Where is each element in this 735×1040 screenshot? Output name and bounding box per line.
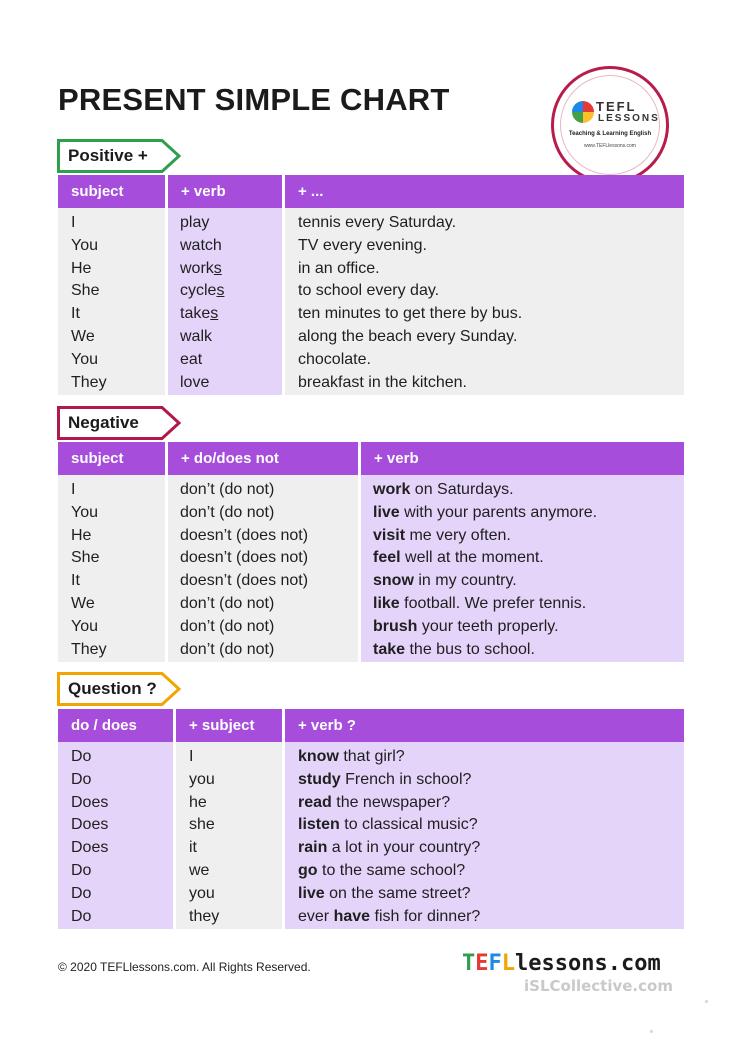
auxiliary-cell: Do <box>71 907 92 925</box>
verb-cell <box>373 479 514 502</box>
globe-icon <box>572 101 594 123</box>
table-row <box>58 547 684 570</box>
verb-cell <box>298 883 471 906</box>
complement-cell: breakfast in the kitchen. <box>298 373 467 391</box>
subject-cell: you <box>189 884 215 902</box>
verb-bold: study <box>298 770 341 788</box>
do-not-cell: doesn’t (does not) <box>180 549 309 567</box>
positive-label: Positive + <box>68 146 148 165</box>
table-row <box>58 639 684 662</box>
subject-cell: you <box>189 770 215 788</box>
subject-cell: he <box>189 793 207 811</box>
table-row <box>58 258 684 281</box>
verb-rest: on Saturdays. <box>410 481 514 498</box>
verb-rest: the newspaper? <box>331 793 451 811</box>
subject-cell: we <box>189 861 210 879</box>
do-not-cell: doesn’t (does not) <box>180 526 309 544</box>
table-row <box>58 525 684 548</box>
complement-cell: along the beach every Sunday. <box>298 327 518 345</box>
do-not-cell: don’t (do not) <box>180 640 275 658</box>
decor-dot <box>705 1000 708 1003</box>
verb-bold: rain <box>298 839 328 857</box>
auxiliary-cell: Does <box>71 793 109 811</box>
table-row <box>58 814 684 837</box>
subject-cell: they <box>189 907 220 925</box>
table-row <box>58 280 684 303</box>
subject-cell: You <box>71 236 98 254</box>
question-header-subject: + subject <box>189 717 255 734</box>
logo-word-lessons: LESSONS <box>598 113 660 124</box>
verb-cell <box>298 837 480 860</box>
page-title: PRESENT SIMPLE CHART <box>58 82 450 117</box>
verb-rest: fish for dinner? <box>370 907 481 925</box>
table-row <box>58 349 684 372</box>
positive-table <box>58 175 684 395</box>
verb-rest: to classical music? <box>339 816 478 834</box>
verb-rest: that girl? <box>338 748 405 765</box>
table-row <box>58 837 684 860</box>
verb-bold: work <box>373 481 411 498</box>
subject-cell: They <box>71 640 107 658</box>
brand-part: L <box>501 951 515 976</box>
verb-cell: play <box>180 214 210 231</box>
verb-cell <box>373 616 559 639</box>
negative-tag <box>57 406 182 440</box>
complement-cell: ten minutes to get there by bus. <box>298 305 523 323</box>
verb-cell <box>298 769 471 792</box>
do-not-cell: doesn’t (does not) <box>180 572 309 590</box>
negative-table <box>58 442 684 662</box>
positive-header-subject: subject <box>71 183 124 200</box>
subject-cell: They <box>71 373 107 391</box>
subject-cell: I <box>71 214 76 231</box>
table-row <box>58 502 684 525</box>
verb-cell <box>373 525 511 548</box>
verb-cell: love <box>180 373 210 391</box>
verb-cell <box>298 792 450 815</box>
subject-cell: He <box>71 526 92 544</box>
subject-cell: I <box>189 748 194 765</box>
positive-header-rest: + ... <box>298 183 324 200</box>
subject-cell: We <box>71 327 95 345</box>
subject-cell: I <box>71 481 76 498</box>
subject-cell: He <box>71 259 92 277</box>
verb-cell <box>373 502 597 525</box>
negative-header-verb: + verb <box>374 450 419 467</box>
logo-word-tefl: TEFL <box>596 99 637 114</box>
subject-cell: You <box>71 617 98 635</box>
verb-cell <box>373 547 544 570</box>
auxiliary-cell: Do <box>71 861 92 879</box>
table-row <box>58 479 684 502</box>
positive-tag <box>57 139 182 173</box>
subject-cell: You <box>71 503 98 521</box>
verb-cell: walk <box>180 327 213 345</box>
complement-cell: to school every day. <box>298 282 440 300</box>
auxiliary-cell: Do <box>71 770 92 788</box>
verb-bold: take <box>373 640 406 658</box>
verb-cell <box>298 906 480 929</box>
subject-cell: it <box>189 839 197 857</box>
brand-part: F <box>488 951 502 976</box>
verb-cell: works <box>180 259 222 277</box>
table-row <box>58 769 684 792</box>
question-header-do-does: do / does <box>71 717 137 734</box>
logo-url: www.TEFLlessons.com <box>584 143 636 149</box>
verb-bold: snow <box>373 572 414 590</box>
do-not-cell: don’t (do not) <box>180 503 275 521</box>
verb-cell: takes <box>180 305 219 323</box>
do-not-cell: don’t (do not) <box>180 617 275 635</box>
table-row <box>58 326 684 349</box>
subject-cell: You <box>71 350 98 368</box>
table-row <box>58 212 684 235</box>
verb-bold: live <box>373 503 400 521</box>
verb-rest: a lot in your country? <box>327 839 481 857</box>
auxiliary-cell: Does <box>71 816 109 834</box>
table-row <box>58 746 684 769</box>
verb-bold: listen <box>298 816 340 834</box>
subject-cell: It <box>71 305 80 323</box>
decor-dot <box>650 1030 653 1033</box>
brand-part: lessons.com <box>515 951 661 976</box>
subject-cell: she <box>189 816 215 834</box>
auxiliary-cell: Do <box>71 748 92 765</box>
subject-cell: She <box>71 282 100 300</box>
do-not-cell: don’t (do not) <box>180 481 275 498</box>
table-row <box>58 906 684 929</box>
verb-cell <box>373 639 535 662</box>
footer-copyright: © 2020 TEFLlessons.com. All Rights Reserved. <box>58 960 311 974</box>
table-row <box>58 792 684 815</box>
complement-cell: in an office. <box>298 259 380 277</box>
table-row <box>58 593 684 616</box>
verb-bold: visit <box>373 526 406 544</box>
question-label: Question ? <box>68 679 157 698</box>
subject-cell: We <box>71 594 95 612</box>
verb-cell: watch <box>180 236 222 254</box>
tefl-logo <box>551 66 669 184</box>
verb-cell <box>373 570 517 593</box>
question-table <box>58 709 684 929</box>
table-row <box>58 372 684 395</box>
verb-rest: your teeth properly. <box>417 617 559 635</box>
verb-rest: French in school? <box>340 770 472 788</box>
subject-cell: She <box>71 549 100 567</box>
verb-cell <box>298 814 478 837</box>
verb-cell <box>373 593 586 616</box>
verb-rest: me very often. <box>405 526 511 544</box>
question-header-verb: + verb ? <box>298 717 356 734</box>
auxiliary-cell: Do <box>71 884 92 902</box>
table-row <box>58 616 684 639</box>
verb-bold: live <box>298 884 325 902</box>
verb-bold: know <box>298 748 339 765</box>
verb-cell <box>298 860 465 883</box>
verb-rest: to the same school? <box>317 861 466 879</box>
verb-bold: brush <box>373 617 418 635</box>
negative-header-subject: subject <box>71 450 124 467</box>
verb-cell: eat <box>180 350 203 368</box>
complement-cell: TV every evening. <box>298 236 427 254</box>
verb-rest: on the same street? <box>324 884 471 902</box>
watermark: iSLCollective.com <box>524 977 673 995</box>
verb-bold: like <box>373 594 400 612</box>
verb-rest: with your parents anymore. <box>399 503 598 521</box>
verb-rest: football. We prefer tennis. <box>399 594 587 612</box>
do-not-cell: don’t (do not) <box>180 594 275 612</box>
verb-bold: feel <box>373 549 401 567</box>
table-row <box>58 303 684 326</box>
verb-prefix: ever <box>298 907 334 925</box>
footer-brand <box>462 951 661 976</box>
table-row <box>58 883 684 906</box>
negative-header-do-does-not: + do/does not <box>181 450 279 467</box>
verb-bold: read <box>298 793 332 811</box>
question-tag <box>57 672 182 706</box>
verb-bold: go <box>298 861 318 879</box>
complement-cell: chocolate. <box>298 350 371 368</box>
brand-part: T <box>462 951 476 976</box>
brand-part: E <box>475 951 489 976</box>
verb-rest: the bus to school. <box>405 640 535 658</box>
subject-cell: It <box>71 572 80 590</box>
verb-bold: have <box>333 907 371 925</box>
verb-rest: in my country. <box>413 572 517 590</box>
table-row <box>58 860 684 883</box>
positive-header-verb: + verb <box>181 183 226 200</box>
table-row <box>58 570 684 593</box>
verb-rest: well at the moment. <box>400 549 544 567</box>
complement-cell: tennis every Saturday. <box>298 214 457 231</box>
verb-cell: cycles <box>180 282 225 300</box>
auxiliary-cell: Does <box>71 839 109 857</box>
table-row <box>58 235 684 258</box>
verb-cell <box>298 746 405 769</box>
negative-label: Negative <box>68 413 139 432</box>
logo-tagline: Teaching & Learning English <box>568 131 652 137</box>
